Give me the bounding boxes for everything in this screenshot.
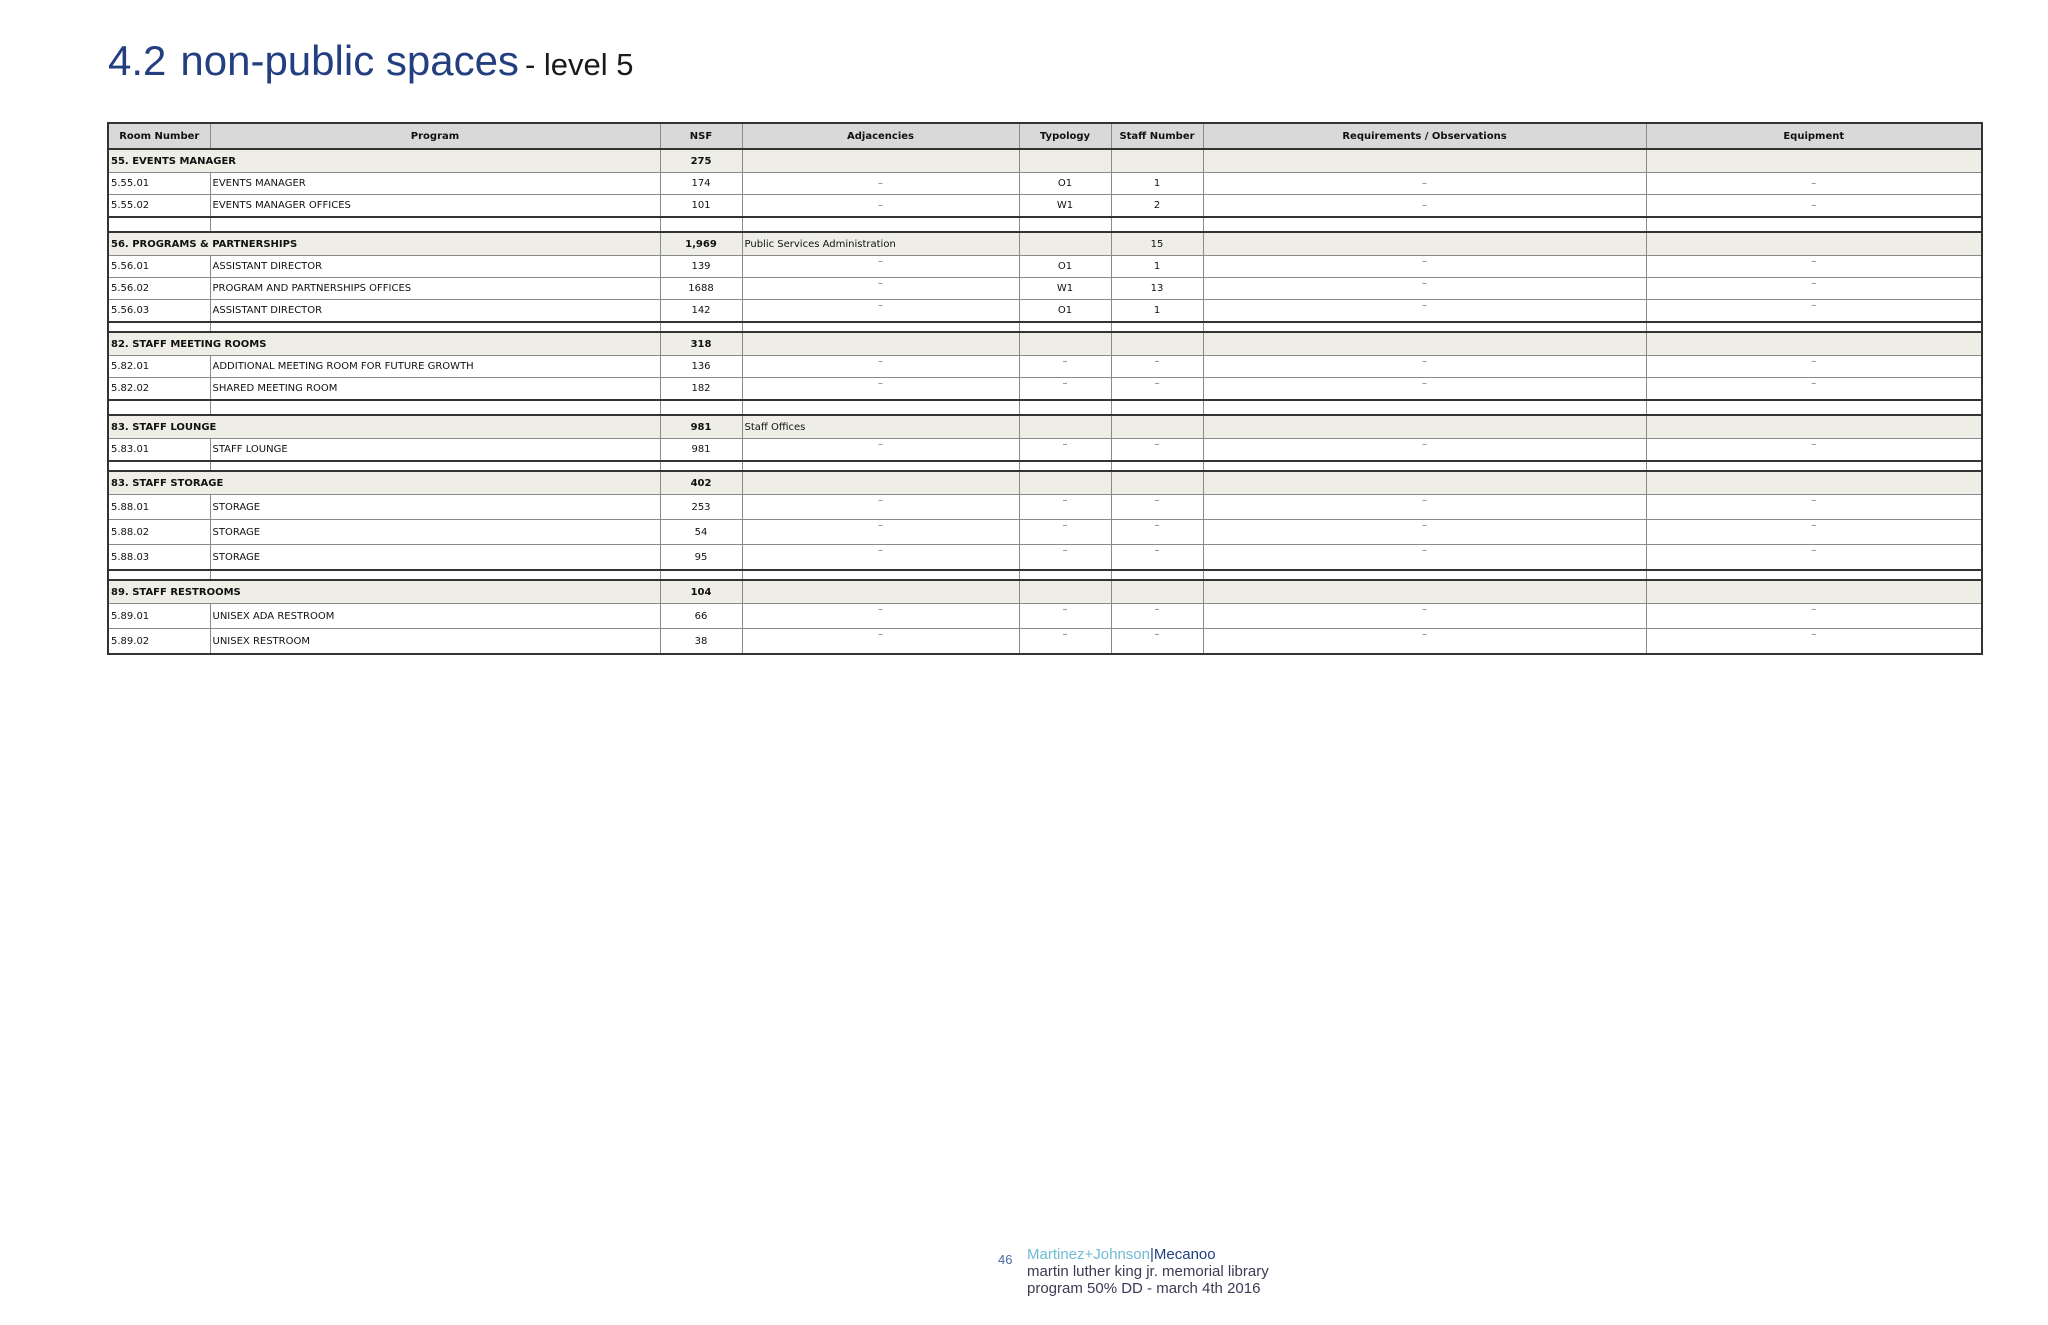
typology-value: –	[1019, 545, 1111, 571]
footer-date: program 50% DD - march 4th 2016	[1027, 1280, 1261, 1297]
section-equipment	[1646, 580, 1982, 604]
typology-value: –	[1019, 356, 1111, 378]
section-typology	[1019, 332, 1111, 356]
typology-value: O1	[1019, 300, 1111, 323]
section-row	[108, 580, 1982, 604]
spacer-row	[108, 322, 1982, 332]
header-nsf: NSF	[660, 123, 742, 149]
section-typology	[1019, 415, 1111, 439]
equipment-value: –	[1646, 300, 1982, 323]
table-row	[108, 278, 1982, 300]
nsf-value: 95	[660, 545, 742, 571]
spacer-row	[108, 217, 1982, 232]
section-nsf: 981	[660, 415, 742, 439]
staff-value: –	[1111, 520, 1203, 545]
room-number: 5.88.03	[108, 545, 210, 571]
section-typology	[1019, 149, 1111, 173]
table-row	[108, 356, 1982, 378]
section-staff	[1111, 149, 1203, 173]
typology-value: –	[1019, 604, 1111, 629]
program-name: SHARED MEETING ROOM	[210, 378, 660, 401]
nsf-value: 182	[660, 378, 742, 401]
staff-value: –	[1111, 356, 1203, 378]
section-adjacencies: Staff Offices	[742, 415, 1019, 439]
staff-value: 1	[1111, 300, 1203, 323]
section-nsf: 275	[660, 149, 742, 173]
table-header-row	[108, 123, 1982, 149]
header-equipment: Equipment	[1646, 123, 1982, 149]
staff-value: –	[1111, 545, 1203, 571]
firm-separator: |	[1150, 1246, 1154, 1263]
staff-value: 2	[1111, 195, 1203, 218]
section-staff	[1111, 332, 1203, 356]
program-name: EVENTS MANAGER OFFICES	[210, 195, 660, 218]
equipment-value: –	[1646, 439, 1982, 462]
table-row	[108, 629, 1982, 655]
requirements-value: –	[1203, 356, 1646, 378]
nsf-value: 66	[660, 604, 742, 629]
requirements-value: –	[1203, 495, 1646, 520]
table-row	[108, 173, 1982, 195]
adjacency-value: –	[742, 520, 1019, 545]
section-row	[108, 471, 1982, 495]
adjacency-value: –	[742, 300, 1019, 323]
equipment-value: –	[1646, 495, 1982, 520]
staff-value: –	[1111, 439, 1203, 462]
section-adjacencies	[742, 471, 1019, 495]
nsf-value: 54	[660, 520, 742, 545]
equipment-value: –	[1646, 356, 1982, 378]
header-staff-number: Staff Number	[1111, 123, 1203, 149]
footer-project: martin luther king jr. memorial library	[1027, 1263, 1269, 1280]
section-requirements	[1203, 232, 1646, 256]
equipment-value: –	[1646, 520, 1982, 545]
room-number: 5.83.01	[108, 439, 210, 462]
section-nsf: 318	[660, 332, 742, 356]
spacer-row	[108, 570, 1982, 580]
table-row	[108, 300, 1982, 323]
nsf-value: 174	[660, 173, 742, 195]
section-equipment	[1646, 332, 1982, 356]
section-row	[108, 332, 1982, 356]
section-subtitle: - level 5	[524, 47, 634, 82]
nsf-value: 253	[660, 495, 742, 520]
equipment-value: –	[1646, 195, 1982, 218]
nsf-value: 1688	[660, 278, 742, 300]
section-row	[108, 232, 1982, 256]
section-adjacencies	[742, 149, 1019, 173]
typology-value: W1	[1019, 278, 1111, 300]
section-staff	[1111, 471, 1203, 495]
section-staff	[1111, 580, 1203, 604]
section-title-cell: 89. STAFF RESTROOMS	[108, 580, 660, 604]
program-table	[107, 122, 1983, 655]
requirements-value: –	[1203, 195, 1646, 218]
equipment-value: –	[1646, 545, 1982, 571]
nsf-value: 136	[660, 356, 742, 378]
requirements-value: –	[1203, 278, 1646, 300]
adjacency-value: –	[742, 439, 1019, 462]
nsf-value: 101	[660, 195, 742, 218]
section-requirements	[1203, 415, 1646, 439]
staff-value: 13	[1111, 278, 1203, 300]
section-title-cell: 55. EVENTS MANAGER	[108, 149, 660, 173]
program-name: STORAGE	[210, 545, 660, 571]
section-requirements	[1203, 471, 1646, 495]
section-row	[108, 149, 1982, 173]
nsf-value: 981	[660, 439, 742, 462]
staff-value: –	[1111, 629, 1203, 655]
adjacency-value: –	[742, 173, 1019, 195]
requirements-value: –	[1203, 629, 1646, 655]
section-nsf: 1,969	[660, 232, 742, 256]
requirements-value: –	[1203, 300, 1646, 323]
adjacency-value: –	[742, 545, 1019, 571]
header-program: Program	[210, 123, 660, 149]
section-typology	[1019, 580, 1111, 604]
spacer-row	[108, 461, 1982, 471]
equipment-value: –	[1646, 173, 1982, 195]
requirements-value: –	[1203, 378, 1646, 401]
firm-martinez-johnson: Martinez+Johnson	[1027, 1246, 1150, 1263]
requirements-value: –	[1203, 545, 1646, 571]
room-number: 5.56.02	[108, 278, 210, 300]
section-title: non-public spaces	[180, 37, 519, 84]
header-adjacencies: Adjacencies	[742, 123, 1019, 149]
table-row	[108, 520, 1982, 545]
room-number: 5.89.01	[108, 604, 210, 629]
typology-value: O1	[1019, 173, 1111, 195]
section-adjacencies	[742, 580, 1019, 604]
staff-value: 1	[1111, 256, 1203, 278]
adjacency-value: –	[742, 278, 1019, 300]
section-equipment	[1646, 149, 1982, 173]
program-name: UNISEX ADA RESTROOM	[210, 604, 660, 629]
header-typology: Typology	[1019, 123, 1111, 149]
program-name: STORAGE	[210, 495, 660, 520]
nsf-value: 139	[660, 256, 742, 278]
section-staff	[1111, 415, 1203, 439]
room-number: 5.56.03	[108, 300, 210, 323]
requirements-value: –	[1203, 439, 1646, 462]
section-requirements	[1203, 149, 1646, 173]
program-name: UNISEX RESTROOM	[210, 629, 660, 655]
section-nsf: 104	[660, 580, 742, 604]
adjacency-value: –	[742, 604, 1019, 629]
section-requirements	[1203, 332, 1646, 356]
program-name: ADDITIONAL MEETING ROOM FOR FUTURE GROWTH	[210, 356, 660, 378]
section-number: 4.2	[108, 37, 167, 84]
requirements-value: –	[1203, 520, 1646, 545]
section-adjacencies	[742, 332, 1019, 356]
adjacency-value: –	[742, 195, 1019, 218]
room-number: 5.88.02	[108, 520, 210, 545]
nsf-value: 38	[660, 629, 742, 655]
adjacency-value: –	[742, 495, 1019, 520]
requirements-value: –	[1203, 256, 1646, 278]
room-number: 5.82.01	[108, 356, 210, 378]
staff-value: 1	[1111, 173, 1203, 195]
page-number: 46	[998, 1252, 1013, 1267]
staff-value: –	[1111, 604, 1203, 629]
typology-value: O1	[1019, 256, 1111, 278]
room-number: 5.56.01	[108, 256, 210, 278]
program-name: PROGRAM AND PARTNERSHIPS OFFICES	[210, 278, 660, 300]
room-number: 5.88.01	[108, 495, 210, 520]
program-name: EVENTS MANAGER	[210, 173, 660, 195]
section-equipment	[1646, 232, 1982, 256]
program-name: STORAGE	[210, 520, 660, 545]
footer-text	[1027, 1246, 1269, 1297]
equipment-value: –	[1646, 278, 1982, 300]
typology-value: –	[1019, 629, 1111, 655]
table-row	[108, 495, 1982, 520]
section-equipment	[1646, 415, 1982, 439]
section-title-cell: 83. STAFF LOUNGE	[108, 415, 660, 439]
typology-value: –	[1019, 520, 1111, 545]
adjacency-value: –	[742, 378, 1019, 401]
section-typology	[1019, 232, 1111, 256]
spacer-row	[108, 400, 1982, 415]
section-requirements	[1203, 580, 1646, 604]
equipment-value: –	[1646, 604, 1982, 629]
section-nsf: 402	[660, 471, 742, 495]
section-typology	[1019, 471, 1111, 495]
table-row	[108, 195, 1982, 218]
equipment-value: –	[1646, 629, 1982, 655]
adjacency-value: –	[742, 256, 1019, 278]
section-title-cell: 56. PROGRAMS & PARTNERSHIPS	[108, 232, 660, 256]
requirements-value: –	[1203, 173, 1646, 195]
room-number: 5.55.01	[108, 173, 210, 195]
program-name: ASSISTANT DIRECTOR	[210, 300, 660, 323]
equipment-value: –	[1646, 378, 1982, 401]
room-number: 5.55.02	[108, 195, 210, 218]
requirements-value: –	[1203, 604, 1646, 629]
adjacency-value: –	[742, 629, 1019, 655]
table-row	[108, 604, 1982, 629]
header-requirements: Requirements / Observations	[1203, 123, 1646, 149]
equipment-value: –	[1646, 256, 1982, 278]
staff-value: –	[1111, 495, 1203, 520]
room-number: 5.89.02	[108, 629, 210, 655]
table-row	[108, 439, 1982, 462]
program-name: STAFF LOUNGE	[210, 439, 660, 462]
adjacency-value: –	[742, 356, 1019, 378]
staff-value: –	[1111, 378, 1203, 401]
typology-value: –	[1019, 495, 1111, 520]
typology-value: –	[1019, 439, 1111, 462]
typology-value: –	[1019, 378, 1111, 401]
table-row	[108, 378, 1982, 401]
firm-mecanoo: Mecanoo	[1153, 1246, 1216, 1263]
typology-value: W1	[1019, 195, 1111, 218]
footer-firms	[1027, 1246, 1269, 1263]
section-title-cell: 83. STAFF STORAGE	[108, 471, 660, 495]
table-row	[108, 545, 1982, 571]
section-title-cell: 82. STAFF MEETING ROOMS	[108, 332, 660, 356]
section-adjacencies: Public Services Administration	[742, 232, 1019, 256]
section-equipment	[1646, 471, 1982, 495]
page-title	[108, 37, 634, 84]
header-room-number: Room Number	[108, 123, 210, 149]
nsf-value: 142	[660, 300, 742, 323]
program-name: ASSISTANT DIRECTOR	[210, 256, 660, 278]
table-row	[108, 256, 1982, 278]
section-row	[108, 415, 1982, 439]
room-number: 5.82.02	[108, 378, 210, 401]
section-staff: 15	[1111, 232, 1203, 256]
